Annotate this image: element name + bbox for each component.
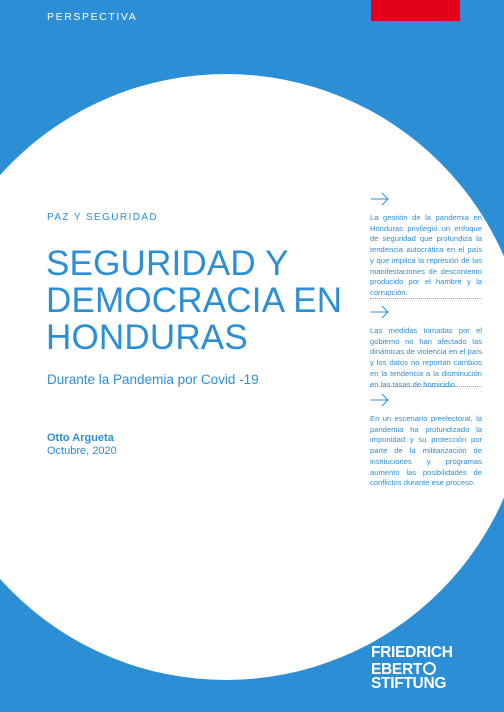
publication-date: Octubre, 2020 [47, 445, 117, 457]
divider [370, 298, 482, 299]
title-line: HONDURAS [46, 318, 248, 357]
series-label: PERSPECTIVA [47, 11, 138, 23]
divider [370, 386, 482, 387]
title-line: DEMOCRACIA EN [46, 281, 343, 320]
key-point-text: La gestión de la pandemia en Honduras privilegió un enfoque de seguridad que profundiza la tendencia autocrática en el país y que implica la represión de las manifestaciones de descontento producido por el hambre y la corrupción. [370, 213, 482, 297]
document-subtitle: Durante la Pandemia por Covid -19 [47, 372, 259, 387]
logo-line: FRIEDRICH [371, 644, 453, 661]
key-point [370, 393, 482, 489]
arrow-right-icon [370, 192, 390, 206]
author-name: Otto Argueta [47, 432, 114, 444]
key-point [370, 192, 482, 299]
key-point-text: En un escenario preelectoral, la pandemia ha profundizado la impunidad y su protección por parte de la militarización de instituciones y programas aumento las posibilidades de conflictos durante ese proceso. [370, 414, 482, 488]
red-accent-tab [371, 0, 460, 21]
key-point [370, 305, 482, 390]
arrow-right-icon [370, 305, 390, 319]
key-point-text: Las medidas tomadas por el gobierno no han afectado las dinámicas de violencia en el país y los datos no reportan cambios en la tendencia a la disminución en las tasas de homicidio. [370, 326, 482, 389]
arrow-right-icon [370, 393, 390, 407]
logo-line: EBERT [371, 660, 423, 678]
logo-line: STIFTUNG [371, 675, 447, 692]
document-title [46, 245, 366, 356]
topic-kicker: PAZ Y SEGURIDAD [47, 212, 159, 223]
publisher-logo [371, 646, 453, 692]
logo-globe-icon [423, 662, 436, 675]
title-line: SEGURIDAD Y [46, 244, 289, 283]
